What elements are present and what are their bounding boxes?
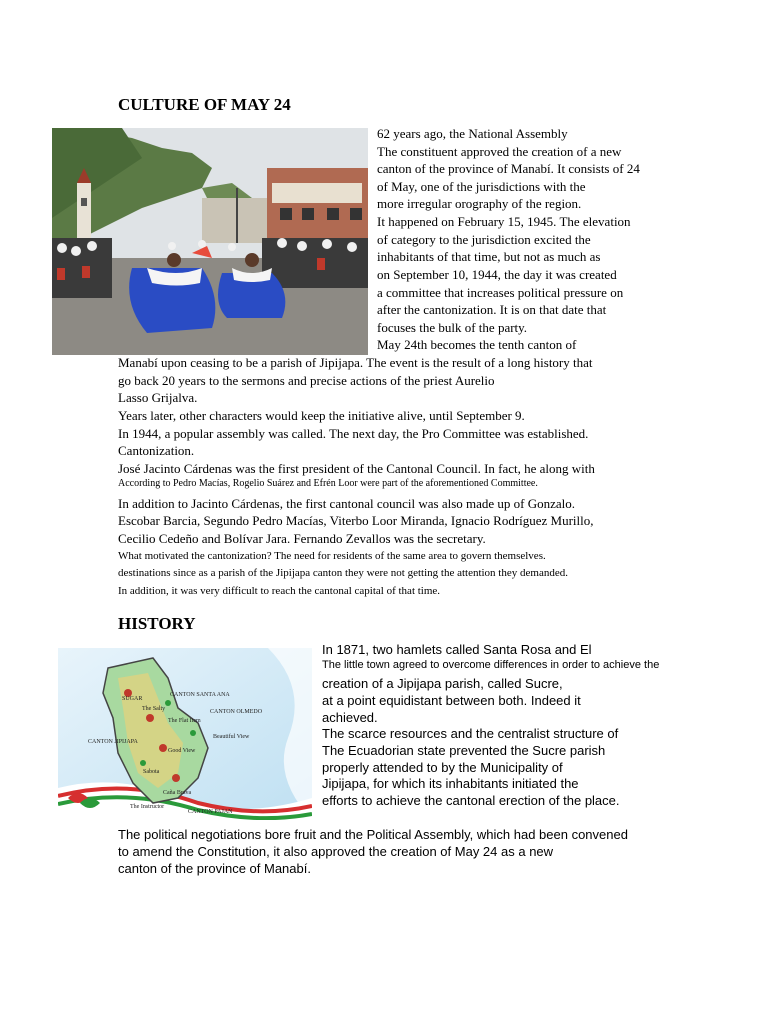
paragraph-line: destinations since as a parish of the Jipijapa canton they were not getting the attention they demanded. — [118, 567, 568, 579]
paragraph-line: What motivated the cantonization? The need for residents of the same area to govern themselves. — [118, 550, 546, 562]
paragraph-line: The political negotiations bore fruit and the Political Assembly, which had been convened — [118, 827, 628, 842]
section-heading-history: HISTORY — [118, 614, 196, 633]
paragraph-line: Manabí upon ceasing to be a parish of Jipijapa. The event is the result of a long history that — [118, 355, 593, 370]
canton-map — [58, 648, 312, 820]
paragraph-line: Years later, other characters would keep the initiative alive, until September 9. — [118, 408, 525, 423]
paragraph-line: after the cantonization. It is on that date that — [377, 302, 607, 317]
paragraph-line: In addition to Jacinto Cárdenas, the first cantonal council was also made up of Gonzalo. — [118, 496, 576, 511]
paragraph-line: a committee that increases political pressure on — [377, 285, 624, 300]
paragraph-line: In 1871, two hamlets called Santa Rosa and El — [322, 642, 592, 657]
paragraph-line: Escobar Barcia, Segundo Pedro Macías, Viterbo Loor Miranda, Ignacio Rodríguez Murillo, — [118, 513, 594, 528]
paragraph-line: efforts to achieve the cantonal erection of the place. — [322, 793, 620, 808]
map-label-good-view: Good View — [168, 748, 196, 754]
map-label-olmedo: CANTON OLMEDO — [210, 709, 263, 715]
paragraph-line: Cantonization. — [118, 443, 195, 458]
paragraph-line: May 24th becomes the tenth canton of — [377, 337, 577, 352]
paragraph-line: on September 10, 1944, the day it was created — [377, 267, 617, 282]
paragraph-line: In addition, it was very difficult to reach the cantonal capital of that time. — [118, 585, 441, 597]
map-label-jipijapa: CANTON JIPIJAPA — [88, 739, 138, 745]
paragraph-line: According to Pedro Macías, Rogelio Suárez and Efrén Loor were part of the aforementioned Committee. — [118, 478, 538, 489]
paragraph-line: The little town agreed to overcome differences in order to achieve the — [322, 659, 660, 671]
paragraph-line: The scarce resources and the centralist structure of — [322, 726, 619, 741]
paragraph-line: properly attended to by the Municipality of — [322, 760, 563, 775]
paragraph-line: of category to the jurisdiction excited the — [377, 232, 591, 247]
map-label-santa-ana: CANTON SANTA ANA — [170, 692, 230, 698]
paragraph-line: 62 years ago, the National Assembly — [377, 126, 568, 141]
paragraph-line: The constituent approved the creation of a new — [377, 144, 622, 159]
paragraph-line: at a point equidistant between both. Indeed it — [322, 693, 581, 708]
map-label-the-salty: The Salty — [142, 706, 166, 712]
paragraph-line: José Jacinto Cárdenas was the first president of the Cantonal Council. In fact, he along with — [118, 461, 595, 476]
paragraph-line: Cecilio Cedeño and Bolívar Jara. Fernando Zevallos was the secretary. — [118, 531, 486, 546]
map-label-cana-brava: Caña Brava — [163, 790, 192, 796]
paragraph-line: In 1944, a popular assembly was called. The next day, the Pro Committee was established. — [118, 426, 589, 441]
map-label-pajan: CANTON PAJAN — [188, 809, 233, 815]
paragraph-line: focuses the bulk of the party. — [377, 320, 528, 335]
paragraph-line: inhabitants of that time, but not as much as — [377, 249, 601, 264]
paragraph-line: The Ecuadorian state prevented the Sucre parish — [322, 743, 606, 758]
paragraph-line: achieved. — [322, 710, 378, 725]
paragraph-line: It happened on February 15, 1945. The elevation — [377, 214, 631, 229]
map-label-beautiful-view: Beautiful View — [213, 734, 250, 740]
paragraph-line: to amend the Constitution, it also approved the creation of May 24 as a new — [118, 844, 554, 859]
paragraph-line: canton of the province of Manabí. — [118, 861, 311, 876]
paragraph-line: of May, one of the jurisdictions with the — [377, 179, 586, 194]
paragraph-line: Jipijapa, for which its inhabitants initiated the — [322, 776, 579, 791]
map-label-sabota: Sabota — [143, 769, 160, 775]
paragraph-line: go back 20 years to the sermons and precise actions of the priest Aurelio — [118, 373, 495, 388]
paragraph-line: more irregular orography of the region. — [377, 196, 582, 211]
paragraph-line: Lasso Grijalva. — [118, 390, 198, 405]
section-heading-culture: CULTURE OF MAY 24 — [118, 95, 291, 114]
paragraph-line: canton of the province of Manabí. It consists of 24 — [377, 161, 640, 176]
map-label-the-instructor: The Instructor — [130, 804, 165, 810]
festival-photo — [52, 128, 368, 355]
paragraph-line: creation of a Jipijapa parish, called Sucre, — [322, 676, 563, 691]
map-label-sugar: SUGAR — [122, 696, 143, 702]
map-label-the-flat-item: The Flat Item — [168, 718, 201, 724]
